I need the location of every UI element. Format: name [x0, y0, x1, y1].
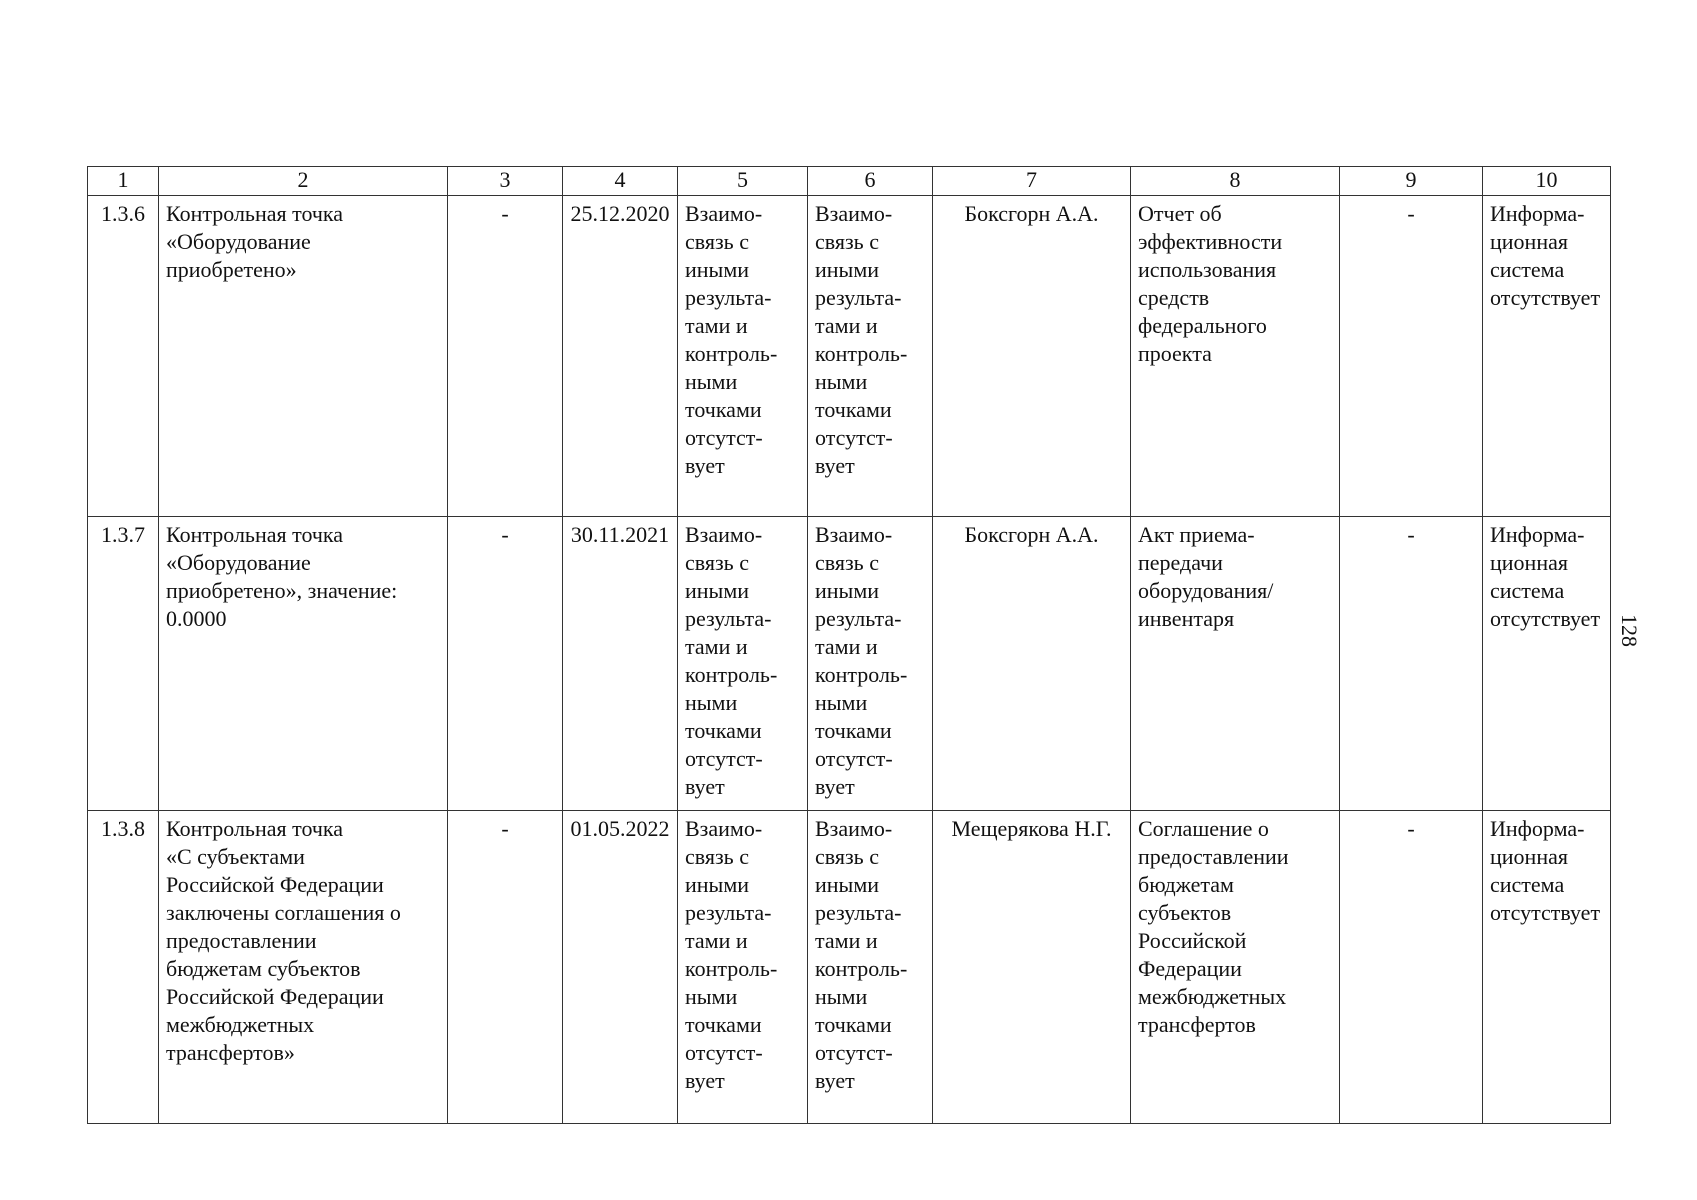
row-number: 1.3.8 — [88, 811, 159, 1124]
table-row — [88, 517, 1611, 811]
header-col-1: 1 — [88, 167, 159, 196]
header-col-10: 10 — [1483, 167, 1611, 196]
control-point-name: Контрольная точка «Оборудование приобретено» — [159, 196, 448, 517]
control-point-name: Контрольная точка «Оборудование приобретено», значение: 0.0000 — [159, 517, 448, 811]
relationship-prev: Взаимо- связь с иными результа- тами и контроль- ными точками отсутст- вует — [678, 196, 808, 517]
confirming-document: Отчет об эффективности использования средств федерального проекта — [1131, 196, 1340, 517]
col3-value: - — [448, 811, 563, 1124]
header-col-2: 2 — [159, 167, 448, 196]
information-system: Информа- ционная система отсутствует — [1483, 196, 1611, 517]
responsible-person: Боксгорн А.А. — [933, 517, 1131, 811]
header-col-7: 7 — [933, 167, 1131, 196]
table-header — [88, 167, 1611, 196]
page-number: 128 — [1617, 614, 1642, 647]
relationship-next: Взаимо- связь с иными результа- тами и контроль- ными точками отсутст- вует — [808, 517, 933, 811]
table-row — [88, 196, 1611, 517]
confirming-document: Акт приема- передачи оборудования/ инвентаря — [1131, 517, 1340, 811]
information-system: Информа- ционная система отсутствует — [1483, 517, 1611, 811]
responsible-person: Боксгорн А.А. — [933, 196, 1131, 517]
control-point-name: Контрольная точка «С субъектами Российской Федерации заключены соглашения о предоставлении бюджетам субъектов Российской Федерации межбюджетных трансфертов» — [159, 811, 448, 1124]
col9-value: - — [1340, 811, 1483, 1124]
header-col-9: 9 — [1340, 167, 1483, 196]
information-system: Информа- ционная система отсутствует — [1483, 811, 1611, 1124]
header-col-4: 4 — [563, 167, 678, 196]
table-body — [88, 196, 1611, 1124]
header-col-8: 8 — [1131, 167, 1340, 196]
header-col-5: 5 — [678, 167, 808, 196]
col9-value: - — [1340, 196, 1483, 517]
deadline-date: 25.12.2020 — [563, 196, 678, 517]
deadline-date: 30.11.2021 — [563, 517, 678, 811]
row-number: 1.3.6 — [88, 196, 159, 517]
relationship-next: Взаимо- связь с иными результа- тами и контроль- ными точками отсутст- вует — [808, 196, 933, 517]
header-row — [88, 167, 1611, 196]
relationship-prev: Взаимо- связь с иными результа- тами и контроль- ными точками отсутст- вует — [678, 811, 808, 1124]
relationship-prev: Взаимо- связь с иными результа- тами и контроль- ными точками отсутст- вует — [678, 517, 808, 811]
col3-value: - — [448, 517, 563, 811]
table-row — [88, 811, 1611, 1124]
col9-value: - — [1340, 517, 1483, 811]
col3-value: - — [448, 196, 563, 517]
relationship-next: Взаимо- связь с иными результа- тами и контроль- ными точками отсутст- вует — [808, 811, 933, 1124]
row-number: 1.3.7 — [88, 517, 159, 811]
header-col-6: 6 — [808, 167, 933, 196]
header-col-3: 3 — [448, 167, 563, 196]
deadline-date: 01.05.2022 — [563, 811, 678, 1124]
responsible-person: Мещерякова Н.Г. — [933, 811, 1131, 1124]
confirming-document: Соглашение о предоставлении бюджетам субъектов Российской Федерации межбюджетных трансфертов — [1131, 811, 1340, 1124]
control-points-table — [87, 166, 1611, 1124]
